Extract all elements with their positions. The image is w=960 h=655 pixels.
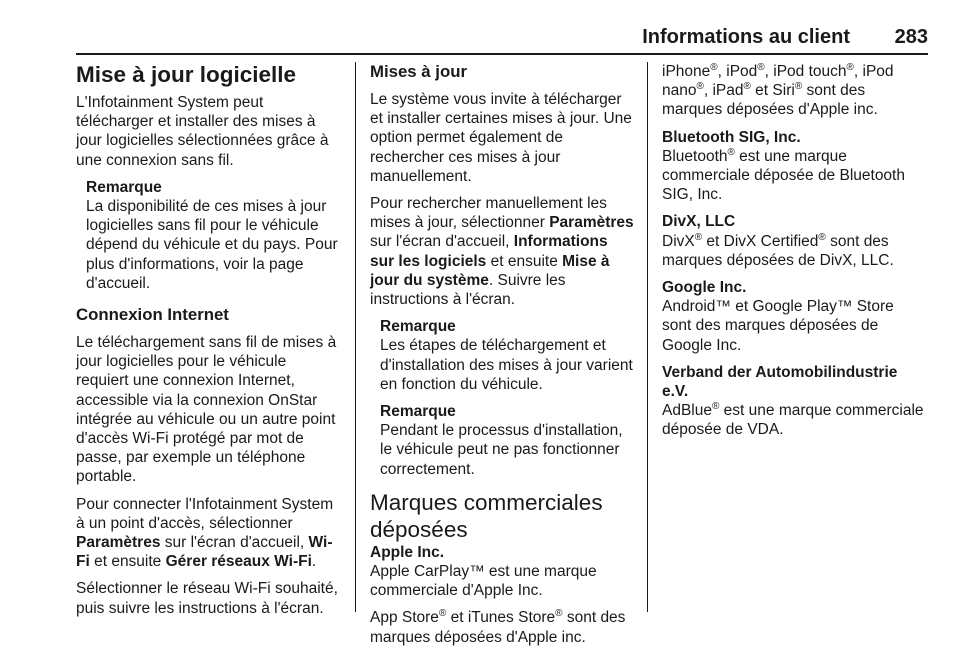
column-divider: [355, 62, 356, 612]
column-divider: [647, 62, 648, 612]
paragraph: Android™ et Google Play™ Store sont des marques déposées de Google Inc.: [662, 298, 894, 354]
sub-heading: Mises à jour: [370, 62, 467, 81]
paragraph: Le téléchargement sans fil de mises à jour logicielles pour le véhicule requiert une connexion Internet, accessible via la connexion OnStar intégrée au véhicule ou un autre point d'accès Wi-Fi protégé par mot de passe, par exemple un téléphone portable.: [76, 334, 337, 486]
column-1: [76, 62, 342, 626]
paragraph: App Store® et iTunes Store® sont des marques déposées d'Apple inc.: [370, 608, 626, 646]
note-label: Remarque: [86, 178, 162, 196]
trademark-owner: Bluetooth SIG, Inc.: [662, 128, 801, 146]
sub-heading: Connexion Internet: [76, 305, 229, 325]
page-header: [76, 26, 928, 50]
paragraph: AdBlue® est une marque commerciale déposée de VDA.: [662, 401, 924, 439]
paragraph: Bluetooth® est une marque commerciale déposée de Bluetooth SIG, Inc.: [662, 146, 905, 204]
note-label: Remarque: [380, 318, 456, 336]
intro-paragraph: L'Infotainment System peut télécharger et installer des mises à jour logicielles sélectionnées grâce à une connexion sans fil.: [76, 94, 329, 169]
paragraph: iPhone®, iPod®, iPod touch®, iPod nano®, iPad® et Siri® sont des marques déposées d'Apple inc.: [662, 61, 894, 119]
section-heading: Mise à jour logicielle: [76, 62, 297, 87]
trademark-owner: DivX, LLC: [662, 213, 736, 231]
paragraph: Apple CarPlay™ est une marque commerciale d'Apple Inc.: [370, 563, 597, 600]
column-2: [370, 62, 634, 655]
paragraph: DivX® et DivX Certified® sont des marques déposées de DivX, LLC.: [662, 231, 894, 269]
paragraph: Pour connecter l'Infotainment System à un point d'accès, sélectionner Paramètres sur l'écran d'accueil, Wi-Fi et ensuite Gérer réseaux Wi-Fi.: [76, 495, 334, 571]
trademark-owner: Google Inc.: [662, 279, 747, 297]
header-rule: [76, 53, 928, 55]
paragraph: Sélectionner le réseau Wi-Fi souhaité, puis suivre les instructions à l'écran.: [76, 580, 338, 617]
trademark-owner: Verband der Automobilindustrie e.V.: [662, 363, 898, 401]
note-text: La disponibilité de ces mises à jour logicielles sans fil pour le véhicule dépend du véhicule et du pays. Pour plus d'informations, voir la page d'accueil.: [86, 198, 338, 292]
note-label: Remarque: [380, 403, 456, 421]
note-text: Pendant le processus d'installation, le véhicule peut ne pas fonctionner correctement.: [380, 422, 623, 478]
section-heading: Marques commerciales déposées: [370, 489, 603, 542]
note: [86, 178, 342, 293]
column-3: [662, 62, 924, 448]
note: [380, 317, 634, 394]
note-text: Les étapes de téléchargement et d'installation des mises à jour varient en fonction du véhicule.: [380, 337, 633, 393]
paragraph: Pour rechercher manuellement les mises à jour, sélectionner Paramètres sur l'écran d'accueil, Informations sur les logiciels et ensuite Mise à jour du système. Suivre les instructions à l'écran.: [370, 195, 634, 309]
page-number: 283: [894, 26, 928, 48]
note: [380, 402, 634, 479]
header-title: Informations au client: [642, 26, 850, 48]
trademark-owner: Apple Inc.: [370, 543, 445, 561]
paragraph: Le système vous invite à télécharger et installer certaines mises à jour. Une option permet également de rechercher ces mises à jour manuellement.: [370, 91, 632, 185]
